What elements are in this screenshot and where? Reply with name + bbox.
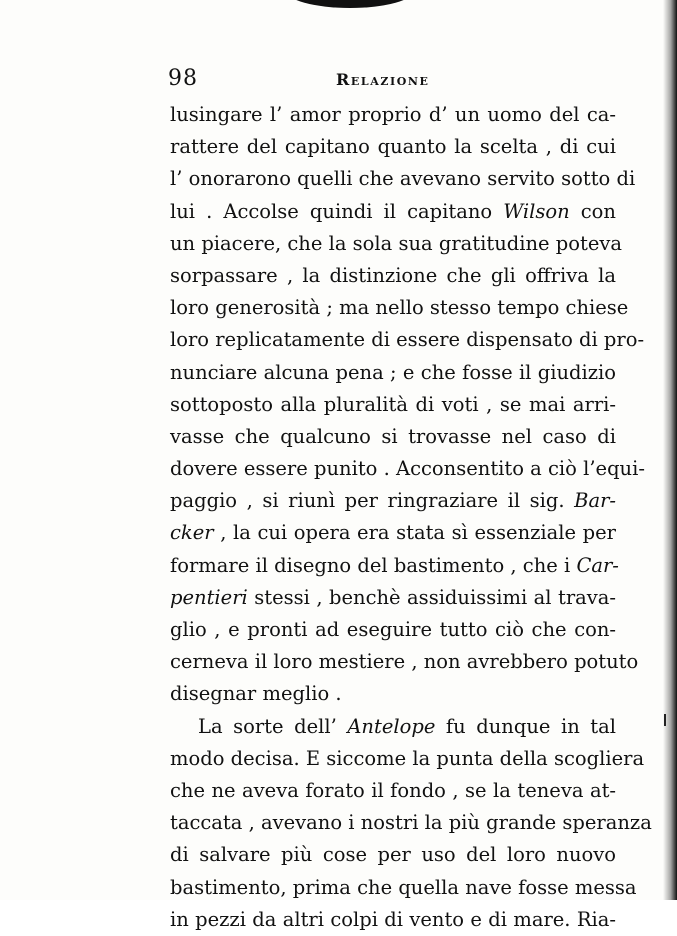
italic-name: Antelope [347,714,436,738]
text-segment: con [569,199,616,223]
text-line [170,743,645,775]
scan-blot [285,0,415,8]
text-line [170,453,645,485]
text-line [170,678,616,710]
text-line [170,582,616,614]
text-segment: bastimento, prima che quella nave fosse messa [170,875,637,899]
text-line [170,550,619,582]
text-line [170,711,616,743]
text-line [170,99,616,131]
text-line [170,807,652,839]
text-segment: in pezzi da altri colpi di vento e di mare. Ria- [170,907,616,931]
text-line [170,421,616,453]
text-segment: loro generosità ; ma nello stesso tempo chiese [170,296,629,320]
text-segment: l’ onorarono quelli che avevano servito sotto di [170,167,636,191]
body-text [170,99,652,936]
text-line [170,260,616,292]
page-header [168,62,600,92]
text-segment: di salvare più cose per uso del loro nuovo [170,843,616,867]
text-segment: lusingare l’ amor proprio d’ un uomo del ca- [170,103,616,126]
text-segment: sottoposto alla pluralità di voti , se mai arri- [170,392,616,416]
text-segment: sorpassare , la distinzione che gli offriva la [170,263,616,287]
text-segment: un piacere, che la sola sua gratitudine poteva [170,231,623,255]
text-segment: paggio , si riunì per ringraziare il sig. [170,489,575,513]
text-segment: cerneva il loro mestiere , non avrebbero potuto [170,650,639,674]
text-line [170,163,636,195]
page-edge-shadow [663,0,677,900]
text-line [170,292,629,324]
text-line [170,614,616,646]
text-segment: nunciare alcuna pena ; e che fosse il giudizio [170,360,616,384]
text-line [170,228,623,260]
text-line [170,131,616,163]
text-segment: vasse che qualcuno si trovasse nel caso di [170,424,616,448]
italic-name: Wilson [503,199,570,223]
page-number: 98 [168,66,198,91]
text-line [170,485,616,517]
text-segment: fu dunque in tal [435,714,616,738]
text-segment: che ne aveva forato il fondo , se la teneva at- [170,778,616,802]
text-line [170,357,616,389]
text-segment: formare il disegno del bastimento , che i [170,553,577,577]
text-line [170,196,616,228]
text-segment: rattere del capitano quanto la scelta , di cui [170,135,616,159]
text-line [170,775,616,807]
text-line [170,324,645,356]
italic-name: Car- [576,553,619,577]
text-segment: modo decisa. E siccome la punta della scogliera [170,746,645,770]
text-segment: lui . Accolse quindi il capitano [170,199,504,223]
running-title: Relazione [336,70,430,89]
text-line [170,646,639,678]
text-segment: disegnar meglio . [170,682,342,706]
italic-name: pentieri [170,585,248,609]
italic-name: Bar- [574,489,616,513]
text-line [170,839,616,871]
text-segment: glio , e pronti ad eseguire tutto ciò che con- [170,618,616,641]
text-line [170,904,616,936]
text-segment: , la cui opera era stata sì essenziale per [213,521,616,545]
text-segment: stessi , benchè assiduissimi al trava- [247,585,616,609]
text-segment: dovere essere punito . Acconsentito a ciò l’equi- [170,457,645,481]
text-segment: La sorte dell’ [198,714,348,738]
text-line [170,389,616,421]
text-line [170,517,616,549]
text-segment: loro replicatamente di essere dispensato di pro- [170,328,645,352]
text-line [170,872,637,904]
page-edge-mark [664,714,666,726]
text-segment: taccata , avevano i nostri la più grande speranza [170,811,652,835]
italic-name: cker [170,521,214,545]
